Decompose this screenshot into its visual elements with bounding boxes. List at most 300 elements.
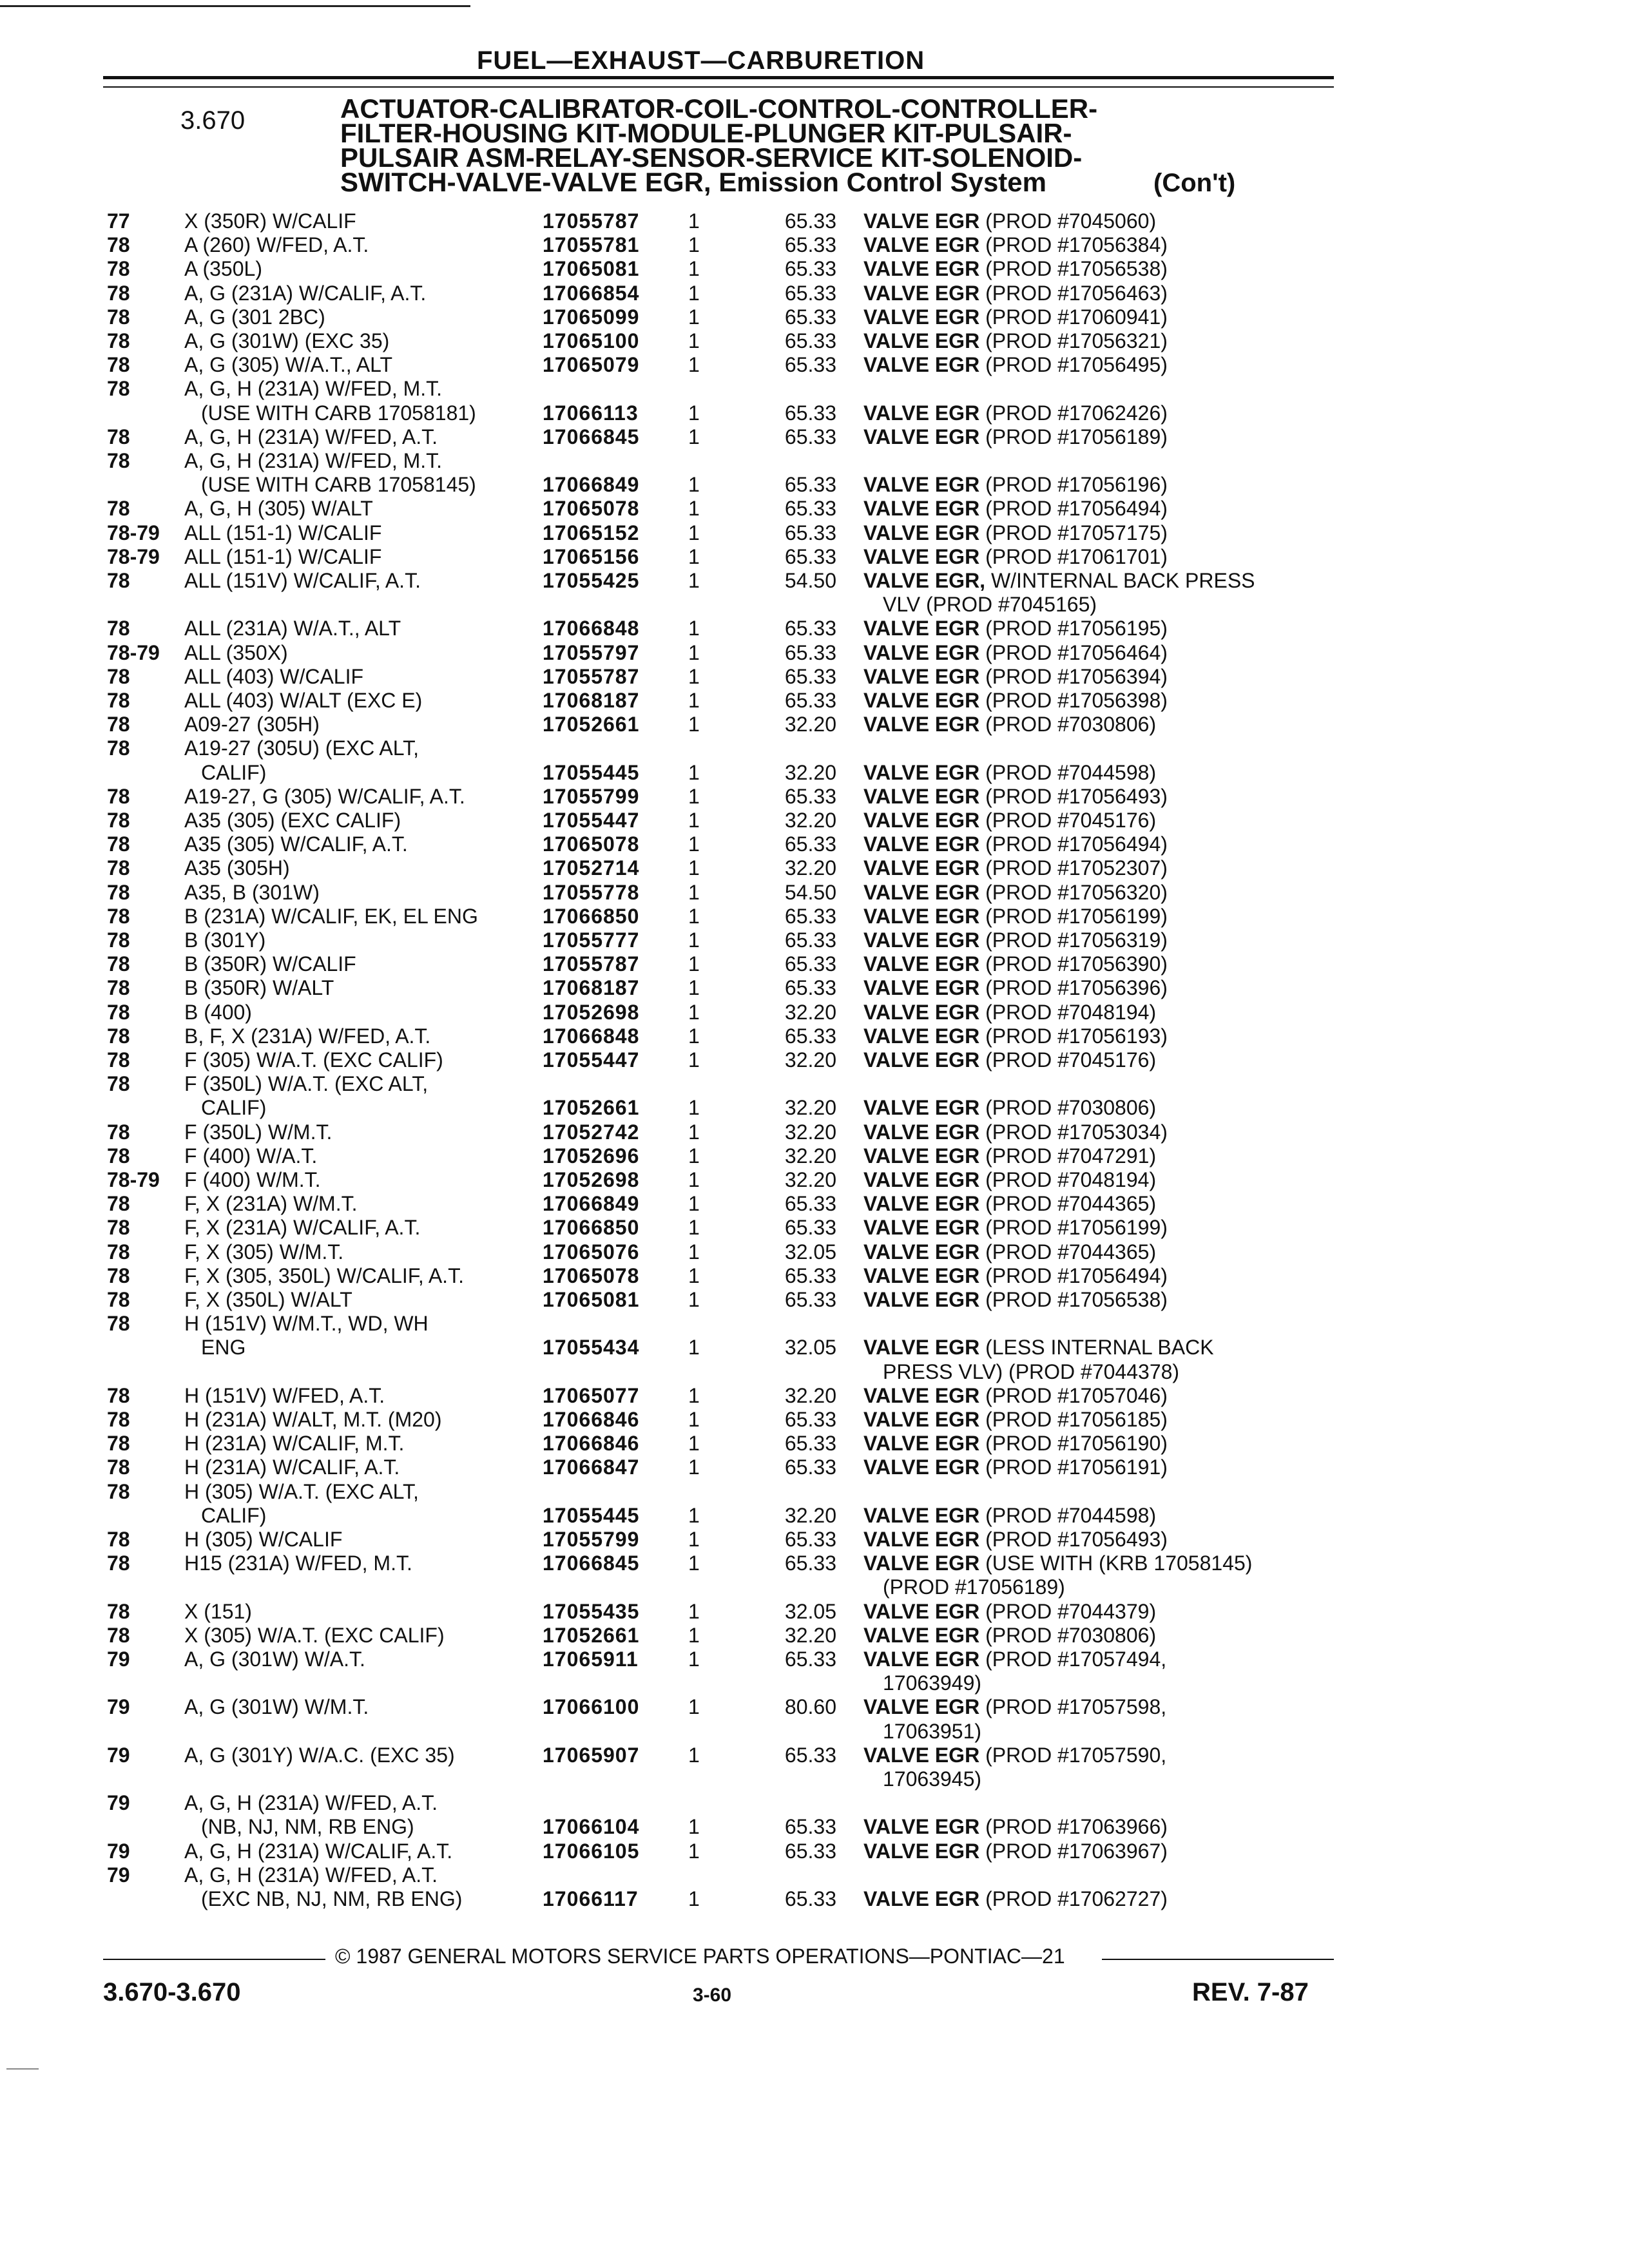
description-lead: VALVE EGR	[863, 1432, 980, 1456]
application-text: A, G, H (231A) W/FED, A.T.	[184, 1863, 438, 1887]
description-lead: VALVE EGR	[863, 880, 980, 904]
part-number: 17066849	[543, 473, 640, 497]
application-text: A, G (301W) W/A.T.	[184, 1648, 365, 1671]
description-lead: VALVE EGR	[863, 473, 980, 497]
application-text: X (305) W/A.T. (EXC CALIF)	[184, 1623, 445, 1647]
description: VALVE EGR (PROD #7045060)	[863, 209, 1157, 233]
application-text: A, G (305) W/A.T., ALT	[184, 353, 393, 377]
description: VALVE EGR (LESS INTERNAL BACK	[863, 1336, 1214, 1360]
application-text: A, G (301 2BC)	[184, 305, 325, 329]
description-lead: VALVE EGR	[863, 1216, 980, 1240]
table-row	[0, 856, 1629, 880]
description: VALVE EGR (PROD #7044365)	[863, 1240, 1157, 1264]
description-lead: VALVE EGR	[863, 1648, 980, 1671]
table-row	[0, 1120, 1629, 1144]
price: 32.20	[784, 1000, 836, 1024]
price: 54.50	[784, 880, 836, 904]
application-text: A, G, H (231A) W/FED, A.T.	[184, 1791, 438, 1815]
description-lead: VALVE EGR	[863, 713, 980, 736]
header-rule	[103, 76, 1334, 79]
part-number: 17055787	[543, 664, 640, 688]
quantity: 1	[688, 784, 700, 808]
application-text: F (400) W/M.T.	[184, 1168, 321, 1191]
part-number: 17055425	[543, 569, 640, 592]
description: VALVE EGR (PROD #17056494)	[863, 497, 1168, 521]
description: VALVE EGR (PROD #17060941)	[863, 305, 1168, 329]
description: VALVE EGR (PROD #17056538)	[863, 1288, 1168, 1311]
fig-number: 78	[107, 257, 130, 281]
description: VALVE EGR (PROD #17053034)	[863, 1120, 1168, 1144]
fig-number: 78	[107, 1456, 130, 1479]
price: 65.33	[784, 1288, 836, 1311]
price: 65.33	[784, 425, 836, 448]
quantity: 1	[688, 473, 700, 497]
price: 65.33	[784, 329, 836, 352]
fig-number: 78	[107, 353, 130, 377]
description: VALVE EGR (PROD #17057494,	[863, 1648, 1167, 1671]
table-row	[0, 1240, 1629, 1264]
fig-number: 78-79	[107, 521, 160, 544]
quantity: 1	[688, 329, 700, 352]
revision-label: REV. 7-87	[1192, 1978, 1309, 2006]
fig-number: 78-79	[107, 640, 160, 664]
application-text: ALL (151-1) W/CALIF	[184, 521, 382, 544]
price: 32.20	[784, 1623, 836, 1647]
table-row	[0, 1288, 1629, 1312]
description: VALVE EGR (PROD #17056189)	[863, 425, 1168, 448]
fig-number: 78	[107, 832, 130, 856]
quantity: 1	[688, 305, 700, 329]
quantity: 1	[688, 1264, 700, 1287]
description-lead: VALVE EGR	[863, 1383, 980, 1407]
fig-number: 78	[107, 1048, 130, 1072]
description-lead: VALVE EGR	[863, 1048, 980, 1072]
description: VALVE EGR (PROD #17056398)	[863, 689, 1168, 712]
part-number: 17066850	[543, 904, 640, 928]
table-row	[0, 1432, 1629, 1456]
quantity: 1	[688, 1528, 700, 1551]
application-text: B (301Y)	[184, 928, 266, 952]
part-number: 17066848	[543, 617, 640, 640]
part-number: 17052661	[543, 713, 640, 736]
quantity: 1	[688, 880, 700, 904]
quantity: 1	[688, 1456, 700, 1479]
description-lead: VALVE EGR	[863, 1552, 980, 1575]
fig-number: 78	[107, 1479, 130, 1503]
table-row	[0, 545, 1629, 569]
price: 65.33	[784, 521, 836, 544]
price: 65.33	[784, 664, 836, 688]
quantity: 1	[688, 617, 700, 640]
part-number: 17068187	[543, 689, 640, 712]
quantity: 1	[688, 233, 700, 257]
fig-number: 78	[107, 1216, 130, 1240]
table-row	[0, 282, 1629, 305]
application-text: B (400)	[184, 1000, 252, 1024]
application-text: F (305) W/A.T. (EXC CALIF)	[184, 1048, 443, 1072]
fig-number: 78	[107, 664, 130, 688]
description: VALVE EGR (PROD #17057598,	[863, 1695, 1167, 1719]
description: VALVE EGR (PROD #7047291)	[863, 1144, 1157, 1168]
application-text: A35 (305H)	[184, 856, 290, 880]
table-row	[0, 329, 1629, 353]
table-row	[0, 1312, 1629, 1383]
quantity: 1	[688, 569, 700, 592]
application-text: B (350R) W/ALT	[184, 976, 334, 1000]
fig-number: 78	[107, 904, 130, 928]
table-row	[0, 1479, 1629, 1527]
description: VALVE EGR (PROD #17057175)	[863, 521, 1168, 544]
table-row	[0, 497, 1629, 521]
fig-number: 78	[107, 856, 130, 880]
price: 65.33	[784, 1024, 836, 1048]
table-row	[0, 1024, 1629, 1048]
price: 32.20	[784, 1168, 836, 1191]
part-number: 17065099	[543, 305, 640, 329]
price: 65.33	[784, 689, 836, 712]
application-text: A19-27, G (305) W/CALIF, A.T.	[184, 784, 465, 808]
table-row	[0, 1408, 1629, 1432]
part-number: 17055777	[543, 928, 640, 952]
description-lead: VALVE EGR	[863, 976, 980, 1000]
application-text: ALL (151V) W/CALIF, A.T.	[184, 569, 421, 592]
description-lead: VALVE EGR	[863, 664, 980, 688]
fig-number: 79	[107, 1863, 130, 1887]
part-number: 17055781	[543, 233, 640, 257]
description: VALVE EGR (PROD #17063967)	[863, 1839, 1168, 1863]
table-row	[0, 665, 1629, 689]
part-number: 17066100	[543, 1695, 640, 1719]
description: VALVE EGR (PROD #17056191)	[863, 1456, 1168, 1479]
fig-number: 78	[107, 1383, 130, 1407]
part-number: 17066104	[543, 1815, 640, 1839]
table-row	[0, 713, 1629, 736]
part-number: 17055799	[543, 784, 640, 808]
part-number: 17065100	[543, 329, 640, 352]
description-lead: VALVE EGR	[863, 1024, 980, 1048]
application-text: B (231A) W/CALIF, EK, EL ENG	[184, 904, 478, 928]
table-row	[0, 1791, 1629, 1839]
description-lead: VALVE EGR	[863, 952, 980, 976]
application-text: A, G, H (231A) W/FED, M.T.	[184, 449, 443, 472]
footer-rule-right	[1102, 1959, 1334, 1960]
application-text-cont: (USE WITH CARB 17058181)	[201, 401, 476, 425]
fig-number: 79	[107, 1695, 130, 1719]
section-title-line: SWITCH-VALVE-VALVE EGR, Emission Control System	[340, 167, 1046, 197]
fig-number: 78-79	[107, 544, 160, 568]
price: 65.33	[784, 305, 836, 329]
fig-number: 79	[107, 1648, 130, 1671]
description-lead: VALVE EGR	[863, 1096, 980, 1120]
table-row	[0, 1695, 1629, 1743]
description-lead: VALVE EGR	[863, 1815, 980, 1839]
application-text: ALL (231A) W/A.T., ALT	[184, 617, 401, 640]
description-cont: PRESS VLV) (PROD #7044378)	[883, 1360, 1180, 1383]
description-lead: VALVE EGR	[863, 1120, 980, 1144]
part-number: 17066117	[543, 1887, 639, 1910]
description-lead: VALVE EGR	[863, 521, 980, 544]
quantity: 1	[688, 1695, 700, 1719]
fig-number: 78	[107, 377, 130, 401]
fig-number: 78	[107, 1144, 130, 1168]
part-number: 17066105	[543, 1839, 640, 1863]
price: 65.33	[784, 1216, 836, 1240]
price: 32.20	[784, 1048, 836, 1072]
description: VALVE EGR (PROD #17056493)	[863, 1528, 1168, 1551]
quantity: 1	[688, 1216, 700, 1240]
description: VALVE EGR (PROD #7030806)	[863, 713, 1157, 736]
part-number: 17052661	[543, 1096, 640, 1120]
quantity: 1	[688, 1599, 700, 1623]
price: 65.33	[784, 784, 836, 808]
table-row	[0, 1600, 1629, 1624]
price: 32.20	[784, 1120, 836, 1144]
description: VALVE EGR (PROD #17056193)	[863, 1024, 1168, 1048]
fig-number: 78	[107, 784, 130, 808]
fig-number: 78	[107, 809, 130, 832]
description-lead: VALVE EGR	[863, 1336, 980, 1360]
application-text: A (350L)	[184, 257, 262, 281]
description: VALVE EGR (PROD #17061701)	[863, 544, 1168, 568]
header-rule-thin	[103, 86, 1334, 88]
fig-number: 78	[107, 713, 130, 736]
fig-number: 78	[107, 1000, 130, 1024]
quantity: 1	[688, 1024, 700, 1048]
application-text: ALL (403) W/ALT (EXC E)	[184, 689, 423, 712]
description-lead: VALVE EGR	[863, 544, 980, 568]
price: 65.33	[784, 976, 836, 1000]
description: VALVE EGR (PROD #17056320)	[863, 880, 1168, 904]
quantity: 1	[688, 1096, 700, 1120]
quantity: 1	[688, 1432, 700, 1456]
quantity: 1	[688, 904, 700, 928]
description-lead: VALVE EGR	[863, 233, 980, 257]
table-row	[0, 1264, 1629, 1288]
table-row	[0, 1192, 1629, 1216]
price: 65.33	[784, 617, 836, 640]
description-lead: VALVE EGR	[863, 1743, 980, 1767]
description-lead: VALVE EGR	[863, 832, 980, 856]
description-lead: VALVE EGR	[863, 1503, 980, 1527]
description-lead: VALVE EGR	[863, 689, 980, 712]
part-number: 17066854	[543, 281, 640, 305]
description-lead: VALVE EGR	[863, 425, 980, 448]
description: VALVE EGR (PROD #17057046)	[863, 1383, 1168, 1407]
price: 65.33	[784, 1456, 836, 1479]
description-lead: VALVE EGR	[863, 760, 980, 784]
description-lead: VALVE EGR	[863, 617, 980, 640]
table-row	[0, 305, 1629, 329]
application-text: B, F, X (231A) W/FED, A.T.	[184, 1024, 431, 1048]
fig-number: 78	[107, 976, 130, 1000]
application-text: H (231A) W/CALIF, M.T.	[184, 1432, 405, 1456]
quantity: 1	[688, 1192, 700, 1216]
application-text: A, G, H (231A) W/CALIF, A.T.	[184, 1839, 453, 1863]
part-number: 17055787	[543, 209, 640, 233]
quantity: 1	[688, 856, 700, 880]
quantity: 1	[688, 976, 700, 1000]
description: VALVE EGR (PROD #17056195)	[863, 617, 1168, 640]
part-number: 17065156	[543, 544, 640, 568]
description: VALVE EGR (PROD #17057590,	[863, 1743, 1167, 1767]
application-text-cont: (NB, NJ, NM, RB ENG)	[201, 1815, 414, 1839]
application-text: H (305) W/CALIF	[184, 1528, 343, 1551]
quantity: 1	[688, 809, 700, 832]
description: VALVE EGR (PROD #7030806)	[863, 1096, 1157, 1120]
page-header-title: FUEL—EXHAUST—CARBURETION	[477, 46, 925, 75]
part-number: 17065152	[543, 521, 640, 544]
description: VALVE EGR (PROD #17056538)	[863, 257, 1168, 281]
quantity: 1	[688, 1408, 700, 1431]
quantity: 1	[688, 689, 700, 712]
fig-number: 78	[107, 736, 130, 760]
part-number: 17065081	[543, 1288, 640, 1311]
application-text: H (305) W/A.T. (EXC ALT,	[184, 1479, 419, 1503]
application-text: A, G (301W) W/M.T.	[184, 1695, 369, 1719]
fig-number: 78	[107, 1192, 130, 1216]
footer-rule-left	[103, 1959, 325, 1960]
price: 32.05	[784, 1599, 836, 1623]
description: VALVE EGR (PROD #17056321)	[863, 329, 1168, 352]
price: 65.33	[784, 497, 836, 521]
application-text: F, X (305) W/M.T.	[184, 1240, 344, 1264]
quantity: 1	[688, 1623, 700, 1647]
quantity: 1	[688, 1383, 700, 1407]
application-text: A, G, H (231A) W/FED, M.T.	[184, 377, 443, 401]
table-row	[0, 1048, 1629, 1072]
fig-number: 78	[107, 1312, 130, 1336]
part-number: 17055434	[543, 1336, 640, 1360]
price: 65.33	[784, 353, 836, 377]
description-lead: VALVE EGR	[863, 209, 980, 233]
price: 65.33	[784, 952, 836, 976]
application-text: X (151)	[184, 1599, 252, 1623]
fig-number: 78	[107, 1552, 130, 1575]
fig-number: 78	[107, 689, 130, 712]
description: VALVE EGR (PROD #7045176)	[863, 809, 1157, 832]
description-lead: VALVE EGR	[863, 1528, 980, 1551]
part-number: 17065078	[543, 1264, 640, 1287]
part-number: 17066845	[543, 425, 640, 448]
table-row	[0, 257, 1629, 281]
price: 65.33	[784, 1743, 836, 1767]
table-row	[0, 1528, 1629, 1552]
part-number: 17065078	[543, 497, 640, 521]
description-cont: VLV (PROD #7045165)	[883, 593, 1097, 617]
description-lead: VALVE EGR	[863, 1168, 980, 1191]
quantity: 1	[688, 1048, 700, 1072]
price: 65.33	[784, 1887, 836, 1910]
fig-number: 78	[107, 1288, 130, 1311]
application-text-cont: ENG	[201, 1336, 246, 1360]
description-lead: VALVE EGR	[863, 1144, 980, 1168]
continued-label: (Con't)	[1153, 169, 1236, 197]
quantity: 1	[688, 1336, 700, 1360]
fig-number: 78	[107, 1528, 130, 1551]
application-text: F, X (350L) W/ALT	[184, 1288, 352, 1311]
description: VALVE EGR (PROD #17056394)	[863, 664, 1168, 688]
table-row	[0, 449, 1629, 497]
price: 32.05	[784, 1240, 836, 1264]
part-number: 17065078	[543, 832, 640, 856]
description: VALVE EGR (PROD #17056464)	[863, 640, 1168, 664]
description-lead: VALVE EGR	[863, 640, 980, 664]
description-lead: VALVE EGR	[863, 1887, 980, 1910]
table-row	[0, 832, 1629, 856]
quantity: 1	[688, 1648, 700, 1671]
table-row	[0, 617, 1629, 640]
fig-number: 78	[107, 497, 130, 521]
application-text-cont: (EXC NB, NJ, NM, RB ENG)	[201, 1887, 463, 1910]
fig-number: 78-79	[107, 1168, 160, 1191]
price: 32.20	[784, 1383, 836, 1407]
application-text: A, G (301W) (EXC 35)	[184, 329, 390, 352]
section-number: 3.670	[180, 106, 246, 135]
scan-mark	[6, 2068, 39, 2070]
description-lead: VALVE EGR	[863, 1599, 980, 1623]
fig-number: 78	[107, 329, 130, 352]
application-text: A35 (305) (EXC CALIF)	[184, 809, 401, 832]
description: VALVE EGR (PROD #7044598)	[863, 1503, 1157, 1527]
quantity: 1	[688, 1839, 700, 1863]
quantity: 1	[688, 1503, 700, 1527]
fig-number: 78	[107, 305, 130, 329]
part-number: 17066845	[543, 1552, 640, 1575]
part-number: 17066846	[543, 1432, 640, 1456]
part-number: 17065911	[543, 1648, 639, 1671]
price: 65.33	[784, 1528, 836, 1551]
part-number: 17065076	[543, 1240, 640, 1264]
page-number: 3-60	[693, 1984, 732, 2006]
description: VALVE EGR (PROD #17052307)	[863, 856, 1168, 880]
price: 65.33	[784, 233, 836, 257]
application-text: B (350R) W/CALIF	[184, 952, 356, 976]
part-number: 17065081	[543, 257, 640, 281]
description-cont: 17063949)	[883, 1671, 982, 1695]
application-text: H (231A) W/ALT, M.T. (M20)	[184, 1408, 442, 1431]
description-lead: VALVE EGR	[863, 1000, 980, 1024]
table-row	[0, 1168, 1629, 1192]
price: 32.20	[784, 713, 836, 736]
description: VALVE EGR (PROD #7048194)	[863, 1000, 1157, 1024]
application-text: ALL (403) W/CALIF	[184, 664, 364, 688]
quantity: 1	[688, 497, 700, 521]
application-text: H (151V) W/FED, A.T.	[184, 1383, 385, 1407]
description: VALVE EGR (PROD #17056495)	[863, 353, 1168, 377]
description: VALVE EGR (PROD #17056390)	[863, 952, 1168, 976]
table-row	[0, 1216, 1629, 1240]
table-row	[0, 1144, 1629, 1168]
table-row	[0, 881, 1629, 905]
application-text: F, X (231A) W/CALIF, A.T.	[184, 1216, 421, 1240]
price: 65.33	[784, 1839, 836, 1863]
description: VALVE EGR (PROD #17056185)	[863, 1408, 1168, 1431]
part-number: 17052661	[543, 1623, 640, 1647]
quantity: 1	[688, 640, 700, 664]
application-text: H (231A) W/CALIF, A.T.	[184, 1456, 400, 1479]
table-row	[0, 377, 1629, 425]
price: 32.20	[784, 856, 836, 880]
quantity: 1	[688, 1240, 700, 1264]
part-number: 17055447	[543, 1048, 640, 1072]
part-number: 17068187	[543, 976, 640, 1000]
part-number: 17052714	[543, 856, 640, 880]
part-number: 17066849	[543, 1192, 640, 1216]
table-row	[0, 1552, 1629, 1599]
description-lead: VALVE EGR	[863, 281, 980, 305]
description-lead: VALVE EGR	[863, 353, 980, 377]
table-row	[0, 1456, 1629, 1479]
